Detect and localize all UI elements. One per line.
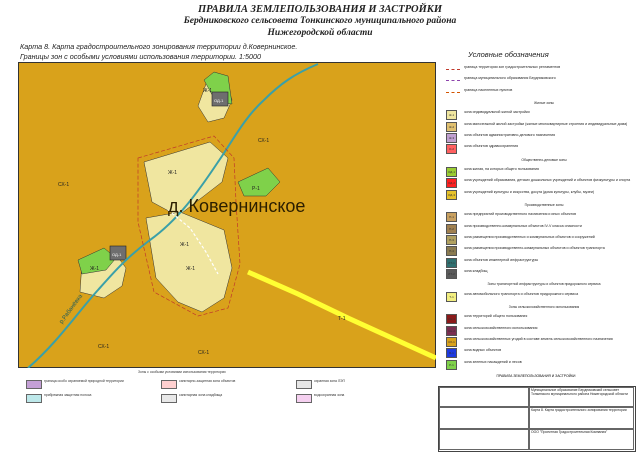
- map-subtitle-line1: Карта 8. Карта градостроительного зонирования территории д.Ковернинское.: [20, 42, 298, 51]
- title-block: [438, 386, 636, 452]
- legend-swatch: ОД-3: [446, 190, 457, 200]
- legend-swatch: Ж-2: [446, 122, 457, 132]
- legend-item-label: граница муниципального образования Бердниковского: [464, 76, 556, 81]
- legend-item: [446, 109, 632, 121]
- legend-item-label: зона предприятий производственного назначения и иных объектов: [464, 212, 577, 217]
- zone-code: ОД-1: [112, 252, 122, 257]
- special-zone-item: [296, 394, 406, 404]
- legend-section-head: Жилые зоны: [534, 101, 554, 105]
- legend-item-label: зона объектов здравоохранения: [464, 144, 519, 149]
- special-zone-label: водоохранная зона: [314, 393, 345, 397]
- legend-item: [446, 166, 632, 178]
- legend-item-label: зона территорий общего пользования: [464, 314, 528, 319]
- stamp-empty-1: [439, 387, 529, 407]
- special-zone-item: [26, 394, 136, 404]
- zoning-map: [18, 62, 436, 368]
- zone-code: ОД-1: [214, 98, 224, 103]
- legend-swatch: П-2: [446, 224, 457, 234]
- legend-item: [446, 325, 632, 337]
- stamp-signatures: [439, 407, 529, 429]
- stamp-empty-2: [439, 429, 529, 450]
- legend-swatch: Ж-1: [446, 110, 457, 120]
- legend-item-label: зона сельскохозяйственных угодий в составе земель сельскохозяйственного назначения: [464, 337, 613, 341]
- legend-swatch: ИТ-1: [446, 258, 457, 268]
- special-zone-item: [161, 380, 271, 390]
- legend-item: [446, 234, 632, 246]
- legend-swatch: В-1: [446, 348, 457, 358]
- special-zone-swatch: [296, 380, 312, 389]
- special-zone-label: граница особо охраняемой природной территории: [44, 379, 124, 383]
- legend-item: [446, 245, 632, 257]
- legend-swatch: Ж-3: [446, 133, 457, 143]
- legend-swatch: СН-1: [446, 314, 457, 324]
- zone-code: Т-1: [338, 316, 346, 322]
- special-zones-header: Зоны с особыми условиями использования территории: [138, 370, 226, 374]
- legend-item-label: зона водных объектов: [464, 348, 502, 353]
- legend-item: [446, 189, 632, 201]
- legend-swatch: ОД-2: [446, 178, 457, 188]
- zone-code: Ж-1: [90, 266, 100, 272]
- legend-item: [446, 64, 632, 76]
- legend-item-label: зона размещения производственных и коммунальных объектов и сооружений: [464, 235, 595, 239]
- zone-code: СХ-1: [258, 138, 270, 144]
- legend-item: [446, 359, 632, 371]
- legend-line-sample: [446, 69, 460, 70]
- legend-item-label: зона индивидуальной жилой застройки: [464, 110, 530, 115]
- legend-item: [446, 87, 632, 99]
- legend-item-label: зона объектов инженерной инфраструктуры: [464, 257, 539, 262]
- legend-section-head: Зоны сельскохозяйственного использования: [508, 305, 580, 309]
- special-zone-label: санитарно-защитная зона объектов: [179, 379, 236, 383]
- special-zone-swatch: [296, 394, 312, 403]
- legend-swatch: П-3: [446, 235, 457, 245]
- map-legend: [438, 50, 634, 368]
- legend-item: [446, 143, 632, 155]
- legend-item-label: зона учреждений образования, детских дошкольных учреждений и объектов физкультуры и спорта: [464, 178, 631, 183]
- document-title-line2: Бердниковского сельсовета Тонкинского муниципального района: [183, 16, 457, 26]
- special-zone-label: санитарная зона кладбища: [179, 393, 223, 397]
- stamp-sheet-title: Карта 8. Карта градостроительного зонирования территории: [529, 407, 634, 429]
- legend-item-label: зона малоэтажной жилой застройки (жилые многоквартирные строения и индивидуальные дома): [464, 121, 628, 126]
- zone-code: СХ-1: [98, 344, 110, 350]
- village-label: д. Ковернинское: [168, 196, 306, 216]
- legend-item: [446, 177, 632, 189]
- legend-item: [446, 132, 632, 144]
- special-zone-swatch: [161, 380, 177, 389]
- legend-section-head: Общественно-деловые зоны: [521, 157, 567, 162]
- legend-item: [446, 347, 632, 359]
- legend-item-label: зона производственно-коммунальных объектов IV-V класса опасности: [464, 223, 582, 228]
- legend-swatch: О-2: [446, 144, 457, 154]
- legend-section-head: Зоны транспортной инфраструктуры и объектов придорожного сервиса: [487, 282, 601, 287]
- legend-swatch: СН-2: [446, 326, 457, 336]
- legend-swatch: ИТ-2: [446, 269, 457, 279]
- document-title-line1: ПРАВИЛА ЗЕМЛЕПОЛЬЗОВАНИЯ И ЗАСТРОЙКИ: [197, 4, 443, 15]
- special-zone-swatch: [26, 394, 42, 403]
- special-zone-item: [161, 394, 271, 404]
- zone-code: Р-1: [252, 186, 260, 192]
- river-label: р.Рабанёвка: [58, 293, 85, 326]
- zone-code: СХ-1: [198, 350, 210, 356]
- legend-swatch: П-4: [446, 246, 457, 256]
- legend-line-sample: [446, 80, 460, 81]
- legend-line-sample: [446, 92, 460, 93]
- map-subtitle-line2: Границы зон с особыми условиями использования территории. 1:5000: [20, 52, 262, 61]
- stamp-company: ООО "Проектная Градостроительная Компания": [529, 429, 634, 450]
- stamp-header: ПРАВИЛА ЗЕМЛЕПОЛЬЗОВАНИЯ И ЗАСТРОЙКИ: [496, 374, 576, 378]
- zone-code: СХ-1: [58, 182, 70, 188]
- legend-item-label: зона жилая, на которых общего пользования: [464, 167, 539, 171]
- legend-item-label: зона кладбищ: [464, 269, 488, 273]
- zone-code: Ж-1: [186, 266, 196, 272]
- legend-item: [446, 257, 632, 269]
- stamp-org: Муниципальное образование Бердниковский сельсовет Тонкинского муниципального района Нижегородской области: [529, 387, 634, 407]
- document-title-line3: Нижегородской области: [267, 28, 373, 38]
- legend-item: [446, 336, 632, 348]
- legend-item: [446, 291, 632, 303]
- zone-code: Ж-1: [180, 242, 190, 248]
- special-zones-legend: [18, 370, 436, 450]
- legend-swatch: П-1: [446, 212, 457, 222]
- special-zone-label: прибрежная защитная полоса: [44, 393, 92, 397]
- legend-section-head: Производственные зоны: [524, 203, 564, 207]
- legend-item-label: граница населенных пунктов: [464, 87, 513, 92]
- special-zone-item: [296, 380, 406, 390]
- special-zone-swatch: [26, 380, 42, 389]
- legend-item-label: зона автомобильного транспорта и объектов придорожного сервиса: [464, 291, 579, 296]
- special-zone-swatch: [161, 394, 177, 403]
- special-zone-label: охранная зона ЛЭП: [314, 379, 345, 383]
- legend-swatch: Р-1: [446, 360, 457, 370]
- legend-title: Условные обозначения: [468, 50, 549, 59]
- legend-item: [446, 211, 632, 223]
- zone-code: Ж-1: [168, 170, 178, 176]
- legend-item-label: зона сельскохозяйственного использования: [464, 325, 538, 330]
- legend-item-label: граница территории зон градостроительных регламентов: [464, 65, 561, 69]
- legend-item: [446, 75, 632, 87]
- legend-item-label: зона объектов административно-делового назначения: [464, 133, 556, 137]
- special-zone-item: [26, 380, 136, 390]
- legend-item: [446, 313, 632, 325]
- legend-item: [446, 121, 632, 133]
- legend-item-label: зона размещения производственно-коммунальных объектов и объектов транспорта: [464, 246, 605, 251]
- legend-item: [446, 223, 632, 235]
- zone-code: Ж-1: [203, 88, 213, 94]
- legend-item-label: зона зеленых насаждений и лесов: [464, 359, 522, 364]
- legend-swatch: Т-1: [446, 292, 457, 302]
- legend-swatch: ОД-1: [446, 167, 457, 177]
- legend-swatch: СХ-1: [446, 337, 457, 347]
- legend-item-label: зона учреждений культуры и искусства, досуга (дома культуры, клубы, музеи): [464, 189, 595, 194]
- legend-item: [446, 268, 632, 280]
